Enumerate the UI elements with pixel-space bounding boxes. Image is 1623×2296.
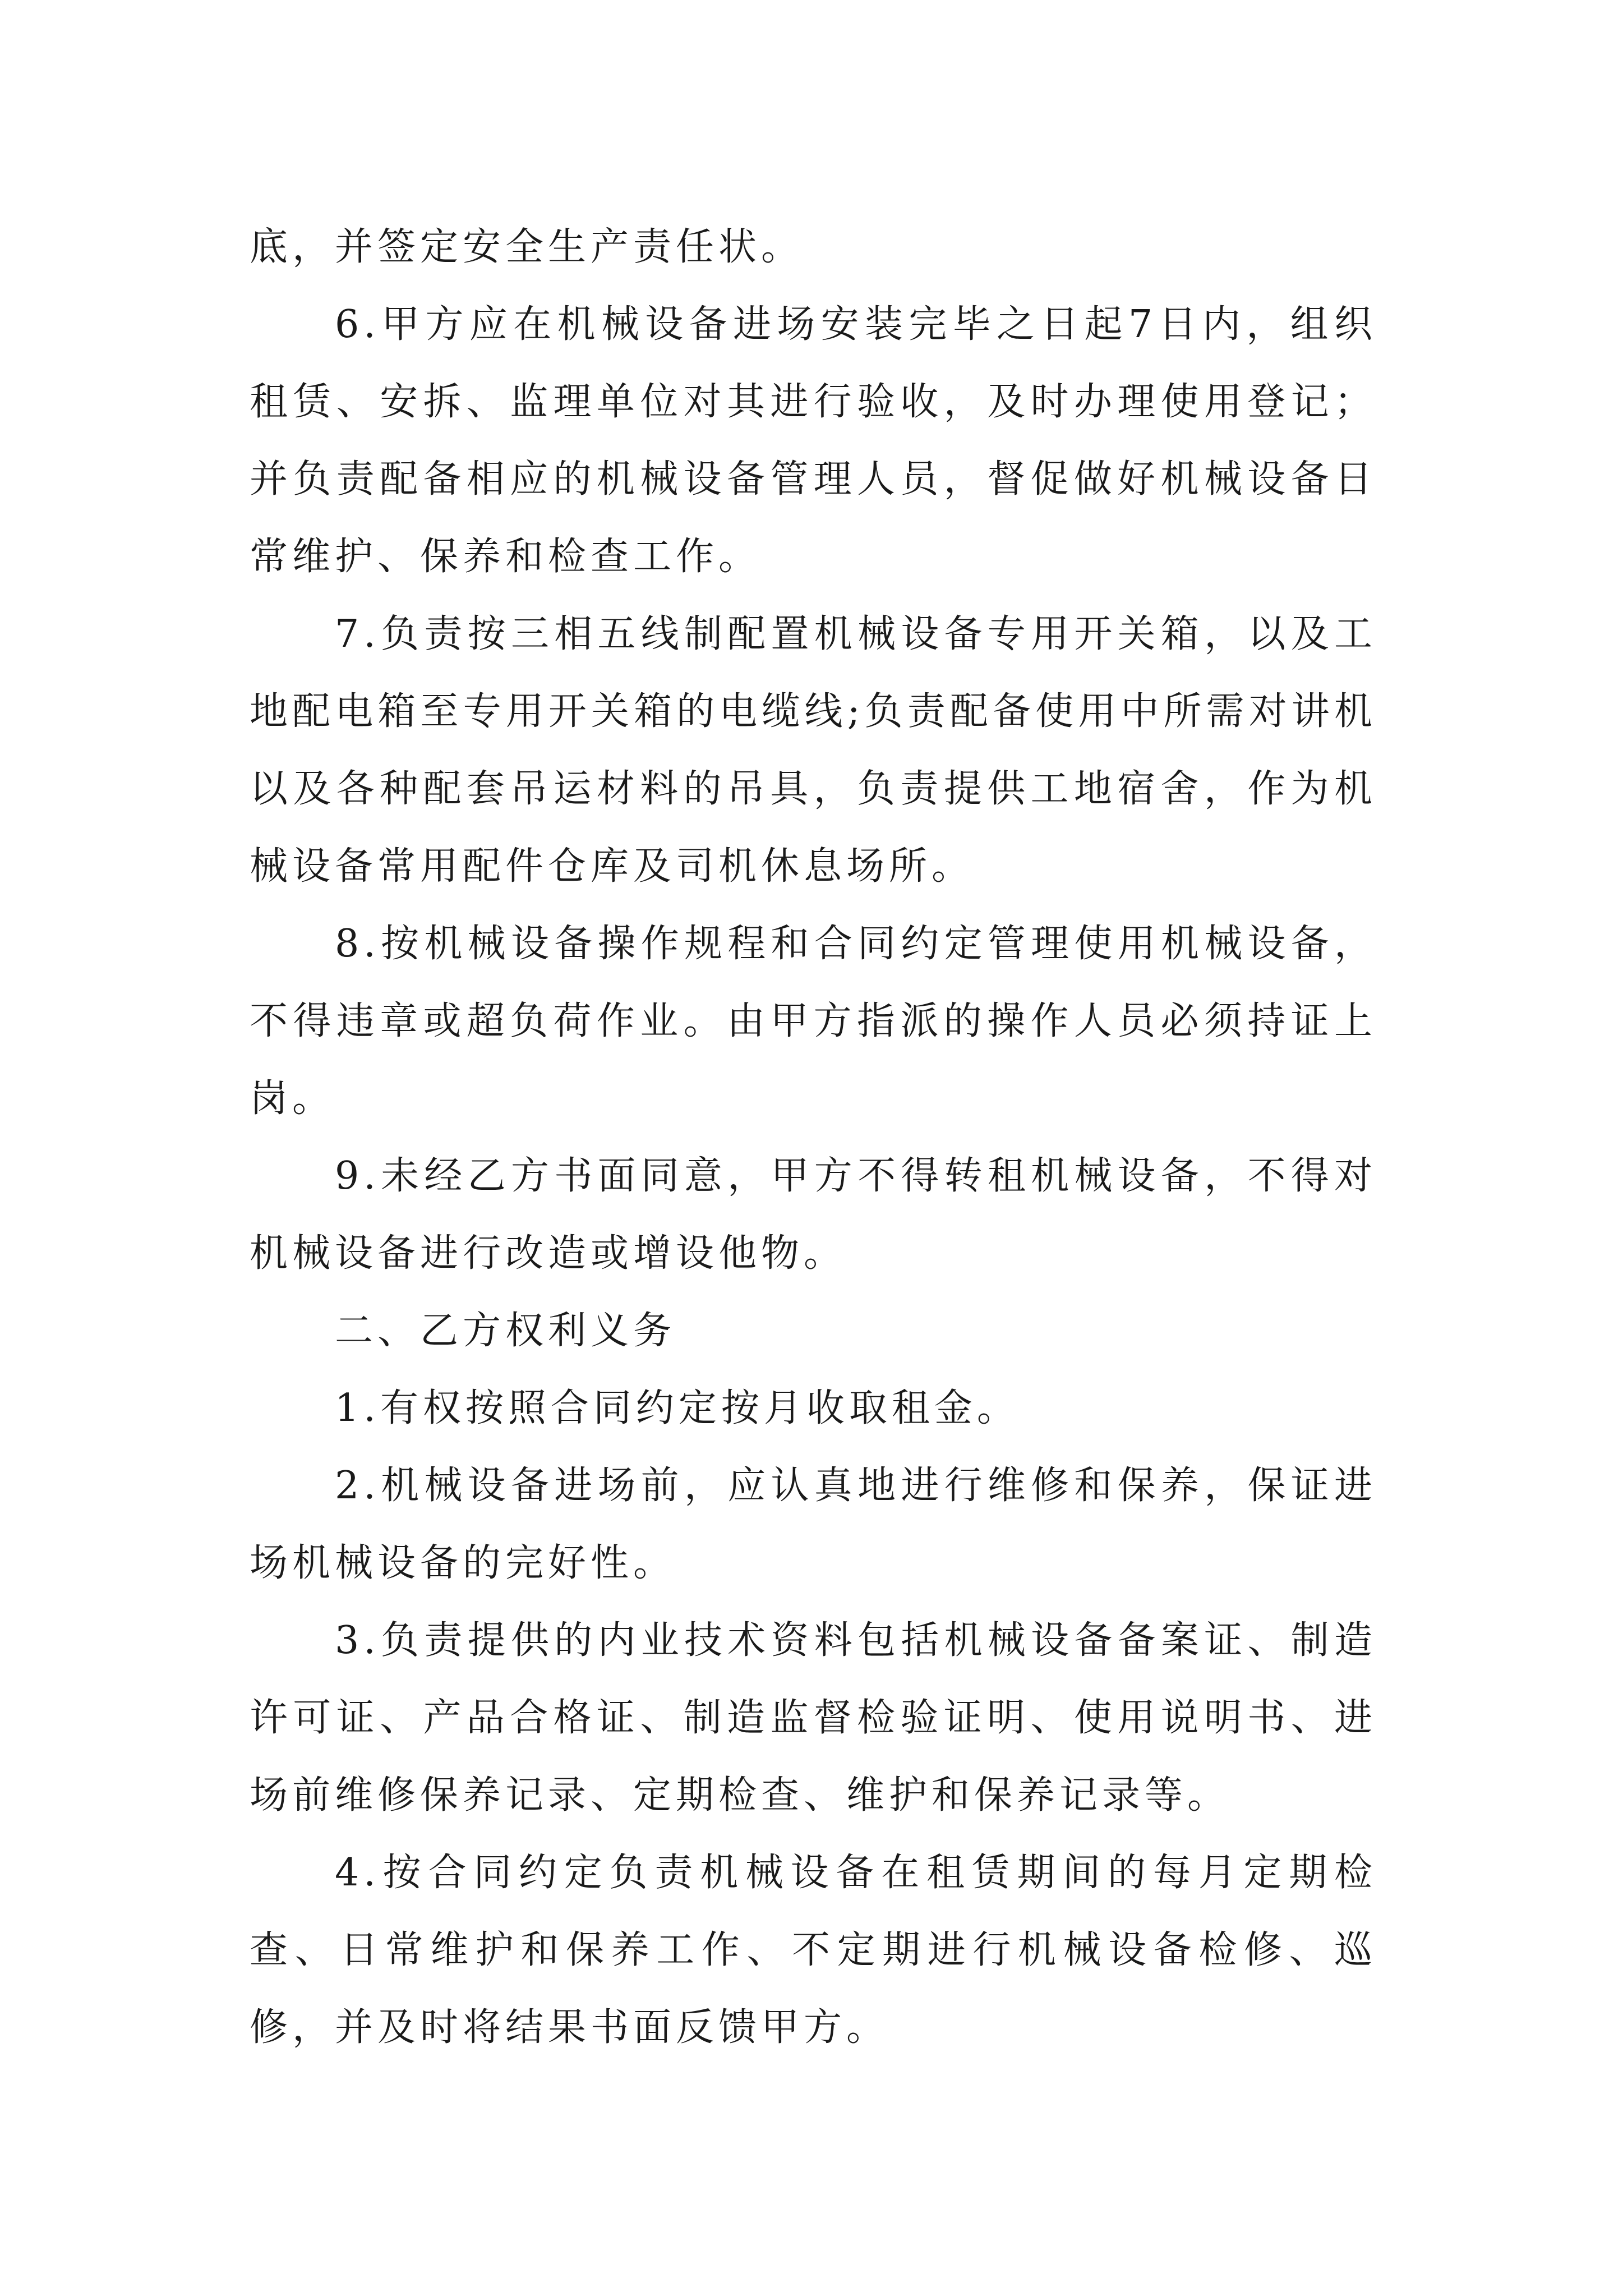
section-heading-party-b-rights: 二、乙方权利义务 xyxy=(335,1309,676,1353)
clause-7: 7.负责按三相五线制配置机械设备专用开关箱，以及工地配电箱至专用开关箱的电缆线;负责配备使用中所需对讲机以及各种配套吊运材料的吊具，负责提供工地宿舍，作为机械设备常用配件仓库及司机休息场所。 xyxy=(250,612,1377,889)
clause-6: 6.甲方应在机械设备进场安装完毕之日起7日内，组织租赁、安拆、监理单位对其进行验收，及时办理使用登记；并负责配备相应的机械设备管理人员，督促做好机械设备日常维护、保养和检查工作。 xyxy=(250,302,1377,579)
party-b-clause-2: 2.机械设备进场前，应认真地进行维修和保养，保证进场机械设备的完好性。 xyxy=(250,1464,1377,1585)
paragraph-continuation: 底，并签定安全生产责任状。 xyxy=(250,225,804,269)
clause-8: 8.按机械设备操作规程和合同约定管理使用机械设备，不得违章或超负荷作业。由甲方指派的操作人员必须持证上岗。 xyxy=(250,922,1377,1121)
document-body xyxy=(250,209,1377,2067)
party-b-clause-1: 1.有权按照合同约定按月收取租金。 xyxy=(335,1386,1020,1430)
party-b-clause-4: 4.按合同约定负责机械设备在租赁期间的每月定期检查、日常维护和保养工作、不定期进行机械设备检修、巡修，并及时将结果书面反馈甲方。 xyxy=(250,1851,1377,2050)
clause-9: 9.未经乙方书面同意，甲方不得转租机械设备，不得对机械设备进行改造或增设他物。 xyxy=(250,1154,1377,1276)
party-b-clause-3: 3.负责提供的内业技术资料包括机械设备备案证、制造许可证、产品合格证、制造监督检验证明、使用说明书、进场前维修保养记录、定期检查、维护和保养记录等。 xyxy=(250,1618,1377,1818)
